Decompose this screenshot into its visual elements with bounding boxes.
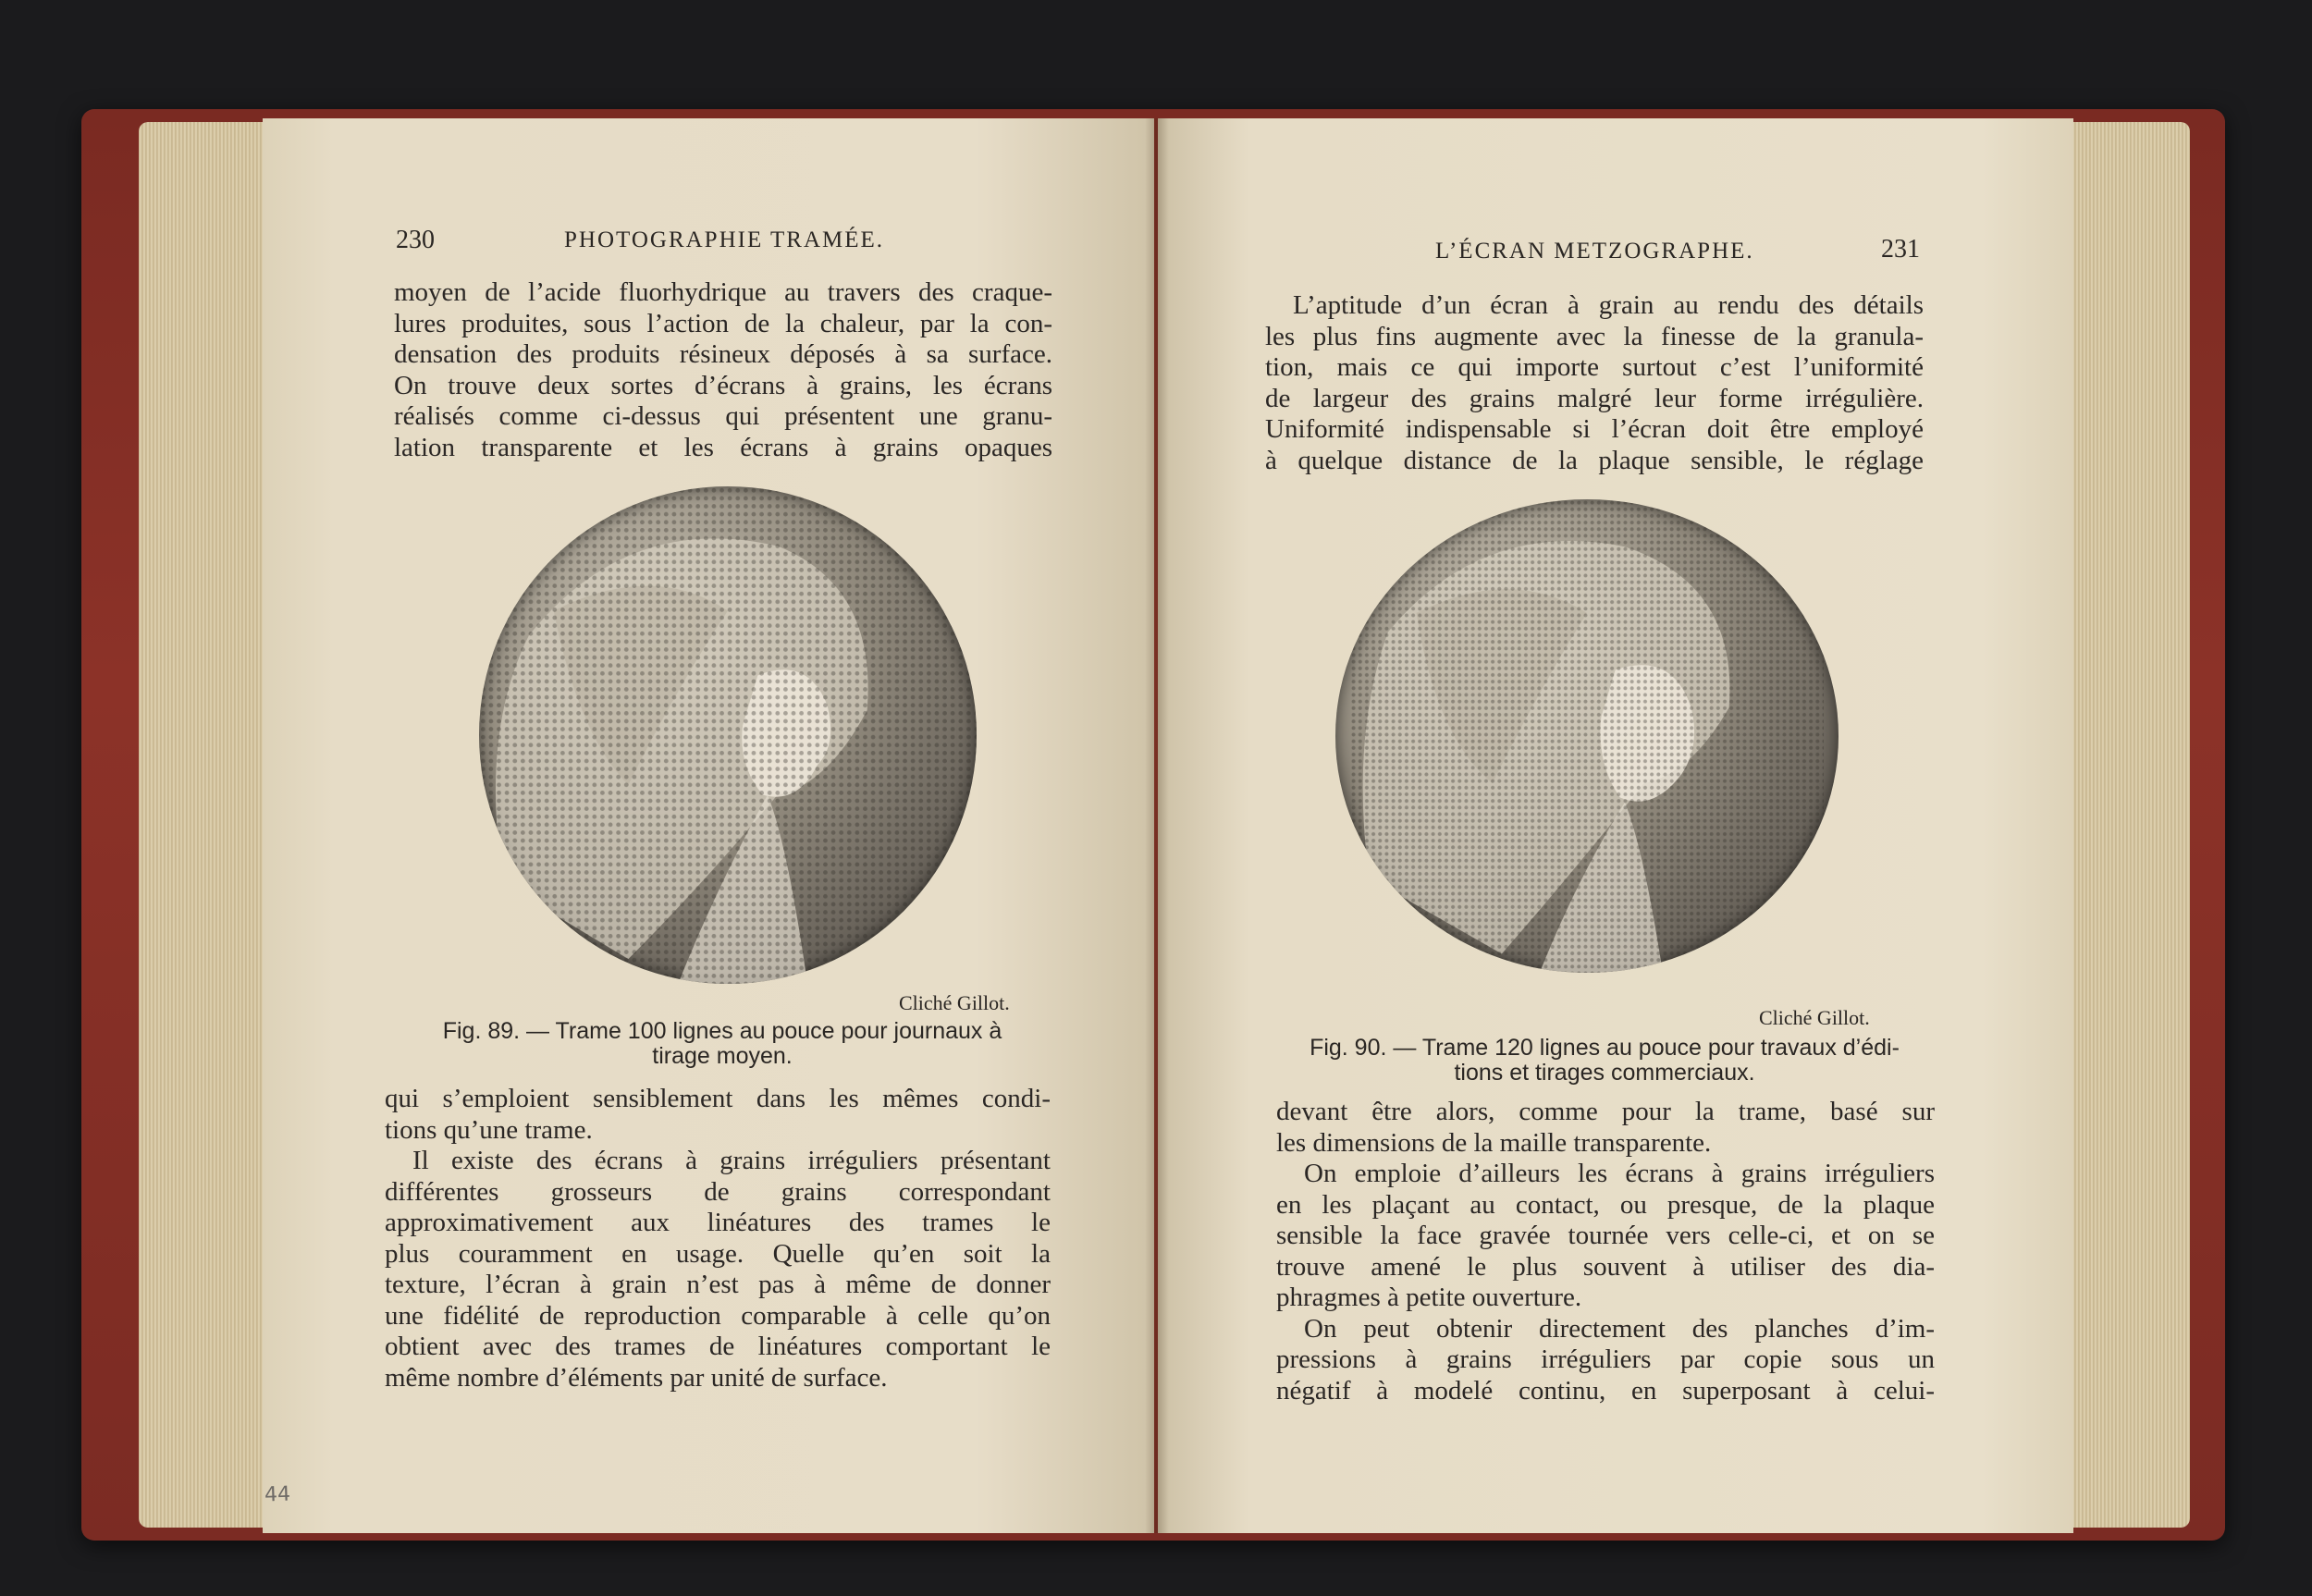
page-edges-right bbox=[2068, 122, 2190, 1528]
caption-line: Fig. 89. — Trame 100 lignes au pouce pour journaux à bbox=[442, 1018, 1002, 1044]
text-line: négatif à modelé continu, en superposant à celui- bbox=[1276, 1375, 1935, 1406]
left-figure-caption bbox=[385, 1019, 1060, 1069]
text-line: différentes grosseurs de grains correspondant bbox=[385, 1176, 1051, 1207]
caption-line: tirage moyen. bbox=[652, 1043, 793, 1069]
pencil-mark: 44 bbox=[264, 1482, 291, 1507]
portrait-illustration bbox=[1335, 499, 1839, 973]
right-top-text bbox=[1265, 290, 1924, 476]
left-running-head: PHOTOGRAPHIE TRAMÉE. bbox=[564, 227, 885, 252]
book-gutter bbox=[1145, 118, 1169, 1533]
text-line: qui s’emploient sensiblement dans les mêmes condi- bbox=[385, 1084, 1051, 1113]
text-line: de largeur des grains malgré leur forme irrégulière. bbox=[1265, 383, 1924, 413]
text-line: densation des produits résineux déposés à sa surface. bbox=[394, 339, 1052, 369]
text-line: devant être alors, comme pour la trame, basé sur bbox=[1276, 1097, 1935, 1126]
text-line: sensible la face gravée tournée vers celle-ci, et on se bbox=[1276, 1221, 1935, 1250]
text-line: une fidélité de reproduction comparable à celle qu’on bbox=[385, 1300, 1051, 1331]
right-figure-caption bbox=[1267, 1036, 1942, 1086]
text-line: lation transparente et les écrans à grains opaques bbox=[394, 432, 1052, 462]
left-photo-credit: Cliché Gillot. bbox=[899, 991, 1010, 1014]
text-line: lures produites, sous l’action de la chaleur, par la con- bbox=[394, 308, 1052, 338]
text-line: à quelque distance de la plaque sensible, le réglage bbox=[1265, 445, 1924, 475]
right-running-head: L’ÉCRAN METZOGRAPHE. bbox=[1435, 239, 1754, 264]
caption-line: tions et tirages commerciaux. bbox=[1454, 1060, 1755, 1086]
text-line: approximativement aux linéatures des trames le bbox=[385, 1208, 1051, 1237]
text-line: texture, l’écran à grain n’est pas à même de donner bbox=[385, 1270, 1051, 1299]
text-line: réalisés comme ci-dessus qui présentent une granu- bbox=[394, 401, 1052, 431]
text-line: phragmes à petite ouverture. bbox=[1276, 1283, 1582, 1312]
text-line: les dimensions de la maille transparente. bbox=[1276, 1127, 1712, 1158]
text-line: Uniformité indispensable si l’écran doit être employé bbox=[1265, 414, 1924, 444]
text-line: même nombre d’éléments par unité de surface. bbox=[385, 1362, 888, 1393]
text-line: moyen de l’acide fluorhydrique au travers des craque- bbox=[394, 277, 1052, 307]
text-line: obtient avec des trames de linéatures comportant le bbox=[385, 1332, 1051, 1361]
portrait-illustration bbox=[479, 486, 977, 984]
left-page-number: 230 bbox=[396, 226, 435, 254]
text-line: On peut obtenir directement des planches d’im- bbox=[1304, 1313, 1935, 1344]
left-top-text bbox=[394, 277, 1052, 463]
text-line: L’aptitude d’un écran à grain au rendu des détails bbox=[1293, 290, 1924, 320]
text-line: Il existe des écrans à grains irréguliers présentant bbox=[412, 1146, 1051, 1175]
text-line: trouve amené le plus souvent à utiliser des dia- bbox=[1276, 1251, 1935, 1282]
portrait-halftone-fig89 bbox=[479, 486, 977, 984]
right-page-number: 231 bbox=[1881, 235, 1920, 264]
right-photo-credit: Cliché Gillot. bbox=[1759, 1006, 1870, 1029]
text-line: plus couramment en usage. Quelle qu’en soit la bbox=[385, 1238, 1051, 1269]
portrait-halftone-fig90 bbox=[1335, 499, 1839, 973]
right-bottom-text bbox=[1276, 1097, 1935, 1406]
text-line: tions qu’une trame. bbox=[385, 1114, 593, 1145]
text-line: On emploie d’ailleurs les écrans à grains irréguliers bbox=[1304, 1159, 1935, 1188]
page-edges-left bbox=[139, 122, 268, 1528]
text-line: On trouve deux sortes d’écrans à grains, les écrans bbox=[394, 370, 1052, 400]
text-line: tion, mais ce qui importe surtout c’est l’uniformité bbox=[1265, 352, 1924, 382]
text-line: pressions à grains irréguliers par copie sous un bbox=[1276, 1344, 1935, 1374]
text-line: en les plaçant au contact, ou presque, de la plaque bbox=[1276, 1189, 1935, 1220]
text-line: les plus fins augmente avec la finesse de la granula- bbox=[1265, 321, 1924, 351]
caption-line: Fig. 90. — Trame 120 lignes au pouce pour travaux d’édi- bbox=[1310, 1035, 1900, 1061]
left-bottom-text bbox=[385, 1084, 1051, 1393]
